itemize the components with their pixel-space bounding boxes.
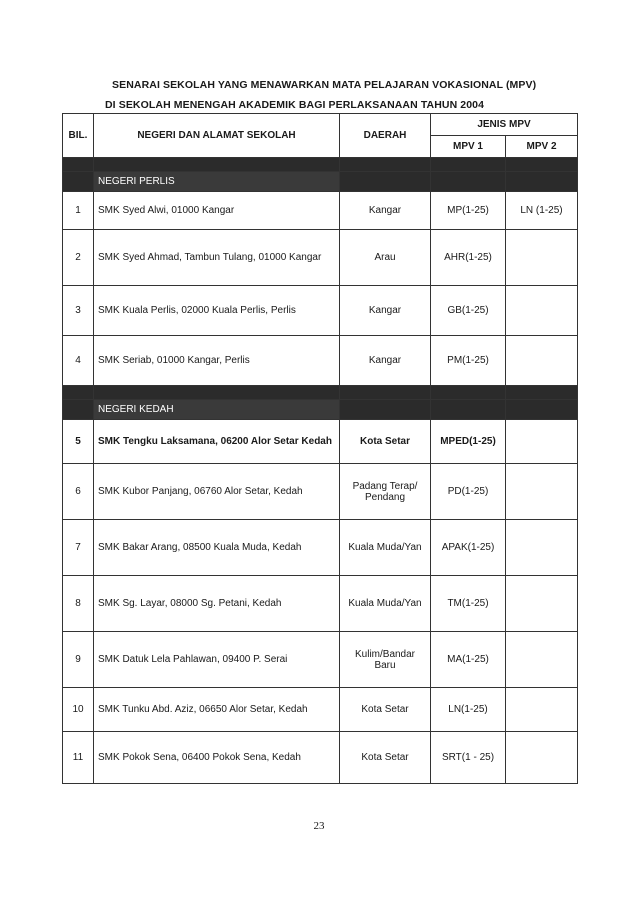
row-bil: 6	[63, 464, 94, 520]
row-mpv2	[506, 520, 578, 576]
table-row	[63, 336, 578, 386]
separator-cell	[340, 386, 431, 400]
table-row	[63, 688, 578, 732]
separator-cell	[94, 158, 340, 172]
row-mpv1: MPED(1-25)	[431, 420, 506, 464]
separator-cell	[63, 158, 94, 172]
state-header-row	[63, 172, 578, 192]
state-name: NEGERI PERLIS	[94, 172, 340, 192]
row-school-address: SMK Pokok Sena, 06400 Pokok Sena, Kedah	[94, 732, 340, 784]
separator-cell	[94, 386, 340, 400]
separator-cell	[63, 386, 94, 400]
separator-cell	[431, 158, 506, 172]
state-separator-row	[63, 158, 578, 172]
table-row	[63, 420, 578, 464]
separator-cell	[431, 386, 506, 400]
row-bil: 11	[63, 732, 94, 784]
row-mpv2: LN (1-25)	[506, 192, 578, 230]
row-mpv1: PD(1-25)	[431, 464, 506, 520]
row-school-address: SMK Seriab, 01000 Kangar, Perlis	[94, 336, 340, 386]
table-row	[63, 520, 578, 576]
table-row	[63, 464, 578, 520]
state-blank-cell	[506, 400, 578, 420]
row-school-address: SMK Datuk Lela Pahlawan, 09400 P. Serai	[94, 632, 340, 688]
row-bil: 1	[63, 192, 94, 230]
row-mpv2	[506, 464, 578, 520]
state-blank-cell	[431, 172, 506, 192]
state-blank-cell	[63, 172, 94, 192]
table-row	[63, 230, 578, 286]
row-mpv2	[506, 230, 578, 286]
row-mpv1: AHR(1-25)	[431, 230, 506, 286]
row-daerah: Kota Setar	[340, 732, 431, 784]
row-daerah: Kangar	[340, 336, 431, 386]
row-mpv1: GB(1-25)	[431, 286, 506, 336]
document-title-line2: DI SEKOLAH MENENGAH AKADEMIK BAGI PERLAKSANAAN TAHUN 2004	[105, 99, 485, 111]
header-mpv2: MPV 2	[506, 136, 578, 158]
separator-cell	[506, 158, 578, 172]
row-mpv1: PM(1-25)	[431, 336, 506, 386]
row-mpv2	[506, 576, 578, 632]
row-mpv2	[506, 286, 578, 336]
row-daerah: Kota Setar	[340, 420, 431, 464]
row-school-address: SMK Kubor Panjang, 06760 Alor Setar, Kedah	[94, 464, 340, 520]
page-number: 23	[313, 820, 325, 832]
row-mpv1: APAK(1-25)	[431, 520, 506, 576]
header-jenis-mpv: JENIS MPV	[431, 114, 578, 136]
table-row	[63, 286, 578, 336]
row-bil: 7	[63, 520, 94, 576]
state-blank-cell	[340, 400, 431, 420]
row-daerah: Kuala Muda/Yan	[340, 520, 431, 576]
table-row	[63, 632, 578, 688]
row-school-address: SMK Sg. Layar, 08000 Sg. Petani, Kedah	[94, 576, 340, 632]
row-daerah: Padang Terap/ Pendang	[340, 464, 431, 520]
row-bil: 8	[63, 576, 94, 632]
header-mpv1: MPV 1	[431, 136, 506, 158]
state-separator-row	[63, 386, 578, 400]
row-mpv2	[506, 336, 578, 386]
table-row	[63, 732, 578, 784]
row-mpv2	[506, 732, 578, 784]
state-blank-cell	[506, 172, 578, 192]
row-mpv2	[506, 632, 578, 688]
header-row-1	[63, 114, 578, 136]
row-school-address: SMK Bakar Arang, 08500 Kuala Muda, Kedah	[94, 520, 340, 576]
row-school-address: SMK Kuala Perlis, 02000 Kuala Perlis, Perlis	[94, 286, 340, 336]
header-daerah: DAERAH	[340, 114, 431, 158]
school-table-body	[63, 114, 578, 784]
state-blank-cell	[340, 172, 431, 192]
row-mpv1: LN(1-25)	[431, 688, 506, 732]
row-bil: 4	[63, 336, 94, 386]
state-header-row	[63, 400, 578, 420]
row-mpv1: SRT(1 - 25)	[431, 732, 506, 784]
header-negeri-alamat: NEGERI DAN ALAMAT SEKOLAH	[94, 114, 340, 158]
row-bil: 9	[63, 632, 94, 688]
row-school-address: SMK Tunku Abd. Aziz, 06650 Alor Setar, Kedah	[94, 688, 340, 732]
school-table	[62, 113, 578, 784]
row-bil: 2	[63, 230, 94, 286]
row-bil: 3	[63, 286, 94, 336]
row-mpv2	[506, 420, 578, 464]
row-school-address: SMK Syed Ahmad, Tambun Tulang, 01000 Kangar	[94, 230, 340, 286]
row-mpv1: MP(1-25)	[431, 192, 506, 230]
row-daerah: Arau	[340, 230, 431, 286]
row-mpv1: TM(1-25)	[431, 576, 506, 632]
row-daerah: Kangar	[340, 192, 431, 230]
row-bil: 10	[63, 688, 94, 732]
row-daerah: Kangar	[340, 286, 431, 336]
state-name: NEGERI KEDAH	[94, 400, 340, 420]
row-school-address: SMK Syed Alwi, 01000 Kangar	[94, 192, 340, 230]
row-mpv2	[506, 688, 578, 732]
row-mpv1: MA(1-25)	[431, 632, 506, 688]
table-row	[63, 576, 578, 632]
row-daerah: Kuala Muda/Yan	[340, 576, 431, 632]
state-blank-cell	[431, 400, 506, 420]
row-daerah: Kulim/Bandar Baru	[340, 632, 431, 688]
state-blank-cell	[63, 400, 94, 420]
table-row	[63, 192, 578, 230]
document-title-line1: SENARAI SEKOLAH YANG MENAWARKAN MATA PELAJARAN VOKASIONAL (MPV)	[112, 79, 537, 91]
header-bil: BIL.	[63, 114, 94, 158]
separator-cell	[506, 386, 578, 400]
separator-cell	[340, 158, 431, 172]
row-daerah: Kota Setar	[340, 688, 431, 732]
row-bil: 5	[63, 420, 94, 464]
row-school-address: SMK Tengku Laksamana, 06200 Alor Setar Kedah	[94, 420, 340, 464]
